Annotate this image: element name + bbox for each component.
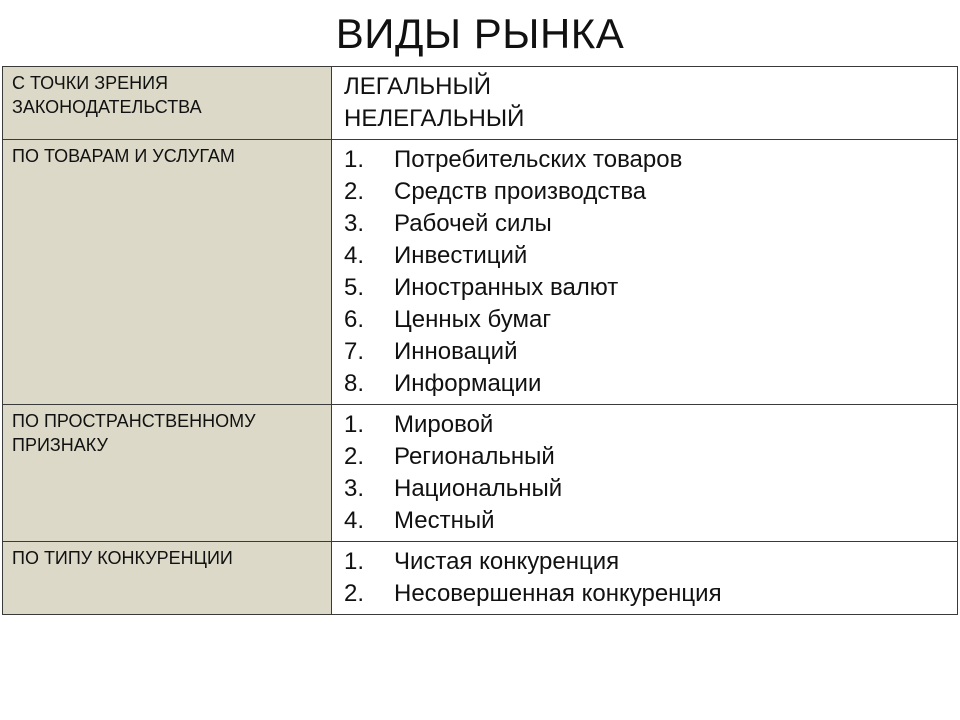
item-number: 4. (344, 507, 365, 534)
numbered-list (344, 409, 949, 537)
list-item (344, 208, 949, 240)
item-number: 5. (344, 274, 365, 301)
market-types-table (2, 66, 958, 615)
list-item (344, 368, 949, 400)
list-item (344, 304, 949, 336)
item-number: 1. (344, 146, 365, 173)
item-number: 2. (344, 580, 365, 607)
list-item (344, 505, 949, 537)
list-item (344, 336, 949, 368)
category-label: ПО ТИПУ КОНКУРЕНЦИИ (12, 548, 233, 568)
category-cell (3, 140, 332, 405)
list-item (344, 176, 949, 208)
category-label: ПО ТОВАРАМ И УСЛУГАМ (12, 146, 235, 166)
page-title: ВИДЫ РЫНКА (335, 10, 625, 57)
item-text: Национальный (394, 475, 563, 502)
item-text: Местный (394, 507, 495, 534)
list-item (344, 144, 949, 176)
list-item (344, 409, 949, 441)
item-number: 2. (344, 443, 365, 470)
item-text: Рабочей силы (394, 210, 552, 237)
item-number: 2. (344, 178, 365, 205)
list-item (344, 272, 949, 304)
item-number: 3. (344, 210, 365, 237)
table-row (3, 67, 958, 140)
item-text: Инноваций (394, 338, 518, 365)
item-text: Средств производства (394, 178, 647, 205)
category-label: С ТОЧКИ ЗРЕНИЯ ЗАКОНОДАТЕЛЬСТВА (12, 73, 202, 117)
list-item (344, 441, 949, 473)
item-text: Иностранных валют (394, 274, 619, 301)
values-cell (332, 140, 958, 405)
item-text: Инвестиций (394, 242, 528, 269)
values-cell (332, 67, 958, 140)
values-cell (332, 542, 958, 615)
list-item (344, 240, 949, 272)
table-row (3, 140, 958, 405)
item-number: 4. (344, 242, 365, 269)
item-number: 1. (344, 411, 365, 438)
list-item (344, 578, 949, 610)
item-text: Потребительских товаров (394, 146, 683, 173)
category-cell (3, 67, 332, 140)
value-line: НЕЛЕГАЛЬНЫЙ (344, 105, 525, 132)
item-number: 6. (344, 306, 365, 333)
item-number: 3. (344, 475, 365, 502)
category-label: ПО ПРОСТРАНСТВЕННОМУ ПРИЗНАКУ (12, 411, 256, 455)
category-cell (3, 405, 332, 542)
list-item (344, 546, 949, 578)
table-row (3, 542, 958, 615)
item-text: Чистая конкуренция (394, 548, 620, 575)
item-number: 7. (344, 338, 365, 365)
numbered-list (344, 546, 949, 610)
numbered-list (344, 144, 949, 400)
item-text: Региональный (394, 443, 555, 470)
list-item (344, 473, 949, 505)
item-number: 1. (344, 548, 365, 575)
item-text: Мировой (394, 411, 494, 438)
value-line: ЛЕГАЛЬНЫЙ (344, 73, 492, 100)
values-cell (332, 405, 958, 542)
category-cell (3, 542, 332, 615)
item-text: Ценных бумаг (394, 306, 552, 333)
table-row (3, 405, 958, 542)
item-text: Информации (394, 370, 542, 397)
item-number: 8. (344, 370, 365, 397)
item-text: Несовершенная конкуренция (394, 580, 722, 607)
